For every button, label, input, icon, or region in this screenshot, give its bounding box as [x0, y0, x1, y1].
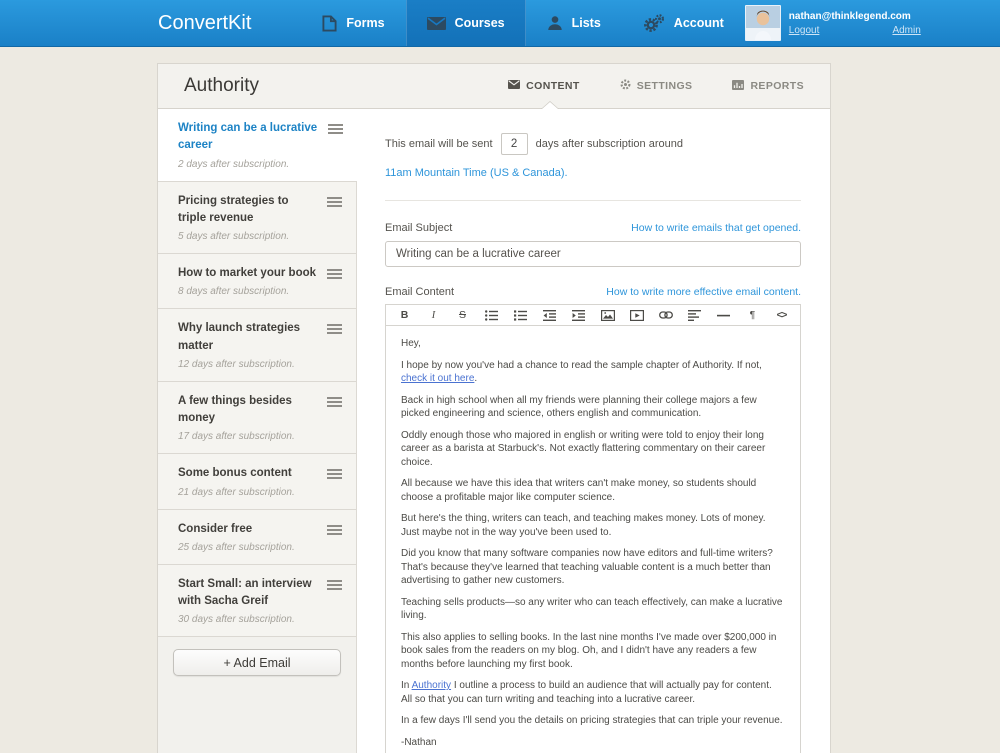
- schedule-row: [385, 133, 801, 155]
- email-subtitle: 2 days after subscription.: [178, 158, 290, 170]
- course-panel: [157, 63, 831, 753]
- code-icon[interactable]: <>: [776, 309, 787, 321]
- email-paragraph: In a few days I'll send you the details on pricing strategies that can triple your revenue.: [401, 715, 783, 726]
- drag-handle-icon[interactable]: [327, 469, 342, 481]
- email-list-item[interactable]: [158, 382, 356, 455]
- paragraph-icon[interactable]: ¶: [749, 309, 756, 321]
- drag-handle-icon[interactable]: [327, 269, 342, 281]
- email-list-item[interactable]: [158, 565, 356, 638]
- email-title: How to market your book: [178, 267, 317, 279]
- email-sidebar: [158, 109, 357, 753]
- schedule-text-prefix: This email will be sent: [385, 138, 493, 150]
- bold-icon[interactable]: B: [400, 309, 409, 321]
- logout-link[interactable]: Logout: [788, 24, 820, 36]
- unordered-list-icon[interactable]: [477, 308, 506, 322]
- email-subtitle: 17 days after subscription.: [178, 431, 295, 443]
- email-subtitle: 8 days after subscription.: [178, 286, 290, 298]
- email-title: Pricing strategies to triple revenue: [178, 194, 289, 224]
- email-paragraph: I hope by now you've had a chance to read the sample chapter of Authority. If not, check it out here.: [401, 359, 762, 384]
- video-icon[interactable]: [622, 308, 651, 322]
- tab-label: CONTENT: [526, 80, 580, 92]
- top-nav: [0, 0, 1000, 47]
- email-list-item[interactable]: [158, 454, 356, 509]
- tab-content[interactable]: [508, 64, 580, 108]
- nav-item-lists[interactable]: [526, 0, 622, 46]
- content-help-link[interactable]: How to write more effective email content.: [606, 286, 801, 298]
- email-title: Why launch strategies matter: [178, 322, 301, 352]
- email-list-item[interactable]: [158, 182, 356, 255]
- gear-icon: [620, 79, 631, 93]
- envelope-icon: [508, 80, 520, 92]
- body-link[interactable]: Authority: [411, 680, 452, 691]
- tab-label: REPORTS: [750, 80, 804, 92]
- add-email-button[interactable]: + Add Email: [173, 649, 341, 676]
- email-subtitle: 30 days after subscription.: [178, 614, 295, 626]
- gears-icon: [643, 14, 665, 33]
- email-paragraph: Back in high school when all my friends were planning their college majors a few picked engineering and science, others english and communication.: [401, 394, 757, 419]
- strikethrough-icon[interactable]: S: [458, 309, 466, 321]
- email-content-label: Email Content: [385, 286, 455, 298]
- email-list: [158, 109, 356, 637]
- user-info: [789, 11, 921, 36]
- email-subtitle: 12 days after subscription.: [178, 358, 295, 370]
- user-menu: [745, 0, 921, 46]
- content-field-row: [385, 286, 801, 298]
- nav-item-label: Forms: [346, 16, 385, 30]
- email-paragraph: In Authority I outline a process to build an audience that will actually pay for content. All so that you can turn writing and teaching into a lucrative career.: [401, 680, 772, 705]
- add-email-wrap: [158, 637, 356, 688]
- email-title: Start Small: an interview with Sacha Greif: [178, 577, 312, 607]
- main-nav: [301, 0, 744, 46]
- subject-help-link[interactable]: How to write emails that get opened.: [631, 222, 801, 234]
- email-title: Consider free: [178, 522, 253, 535]
- outdent-icon[interactable]: [535, 308, 564, 322]
- admin-link[interactable]: Admin: [892, 24, 921, 36]
- tab-settings[interactable]: [620, 64, 693, 108]
- nav-item-label: Courses: [454, 16, 505, 30]
- chart-icon: [732, 80, 744, 93]
- user-email: nathan@thinklegend.com: [788, 10, 911, 22]
- days-input[interactable]: [501, 133, 528, 155]
- ordered-list-icon[interactable]: [506, 308, 535, 322]
- email-list-item[interactable]: [158, 510, 356, 565]
- email-subtitle: 25 days after subscription.: [178, 541, 295, 553]
- email-paragraph: Teaching sells products—so any writer who can teach effectively, can make a lucrative living.: [401, 596, 783, 621]
- subject-input[interactable]: [385, 241, 801, 267]
- avatar[interactable]: [745, 5, 781, 41]
- email-paragraph: Hey,: [401, 338, 421, 349]
- body-link[interactable]: check it out here: [401, 373, 475, 384]
- horizontal-rule-icon[interactable]: [709, 308, 738, 322]
- email-paragraph: But here's the thing, writers can teach, and teaching makes money. Lots of money. Just maybe not in the way you've been used to.: [401, 513, 766, 538]
- person-icon: [547, 15, 563, 31]
- drag-handle-icon[interactable]: [327, 324, 342, 336]
- email-editor-pane: [357, 109, 830, 753]
- drag-handle-icon[interactable]: [327, 197, 342, 209]
- drag-handle-icon[interactable]: [328, 124, 343, 136]
- email-list-item[interactable]: [158, 109, 357, 182]
- email-title: Writing can be a lucrative career: [178, 122, 318, 152]
- subject-field-row: [385, 222, 801, 234]
- course-header: [158, 64, 830, 109]
- email-subtitle: 21 days after subscription.: [178, 486, 295, 498]
- app-logo[interactable]: ConvertKit: [158, 12, 252, 34]
- email-paragraph: Oddly enough those who majored in english or writing were told to enjoy their long career as a barista at Starbuck's. Not exactly flattering commentary on their career choice.: [401, 429, 766, 468]
- nav-item-label: Account: [673, 16, 724, 30]
- nav-item-label: Lists: [571, 16, 601, 30]
- email-paragraph: Did you know that many software companies now have editors and full-time writers? That's because they've learned that teaching valuable content is a much better than advertising to gather new customers.: [401, 548, 773, 586]
- document-icon: [322, 15, 337, 32]
- email-list-item[interactable]: [158, 254, 356, 309]
- page-title: Authority: [184, 75, 259, 96]
- nav-item-forms[interactable]: [301, 0, 405, 46]
- editor-body[interactable]: [385, 326, 801, 753]
- editor-toolbar: [385, 304, 801, 326]
- divider: [385, 200, 801, 201]
- email-paragraph: This also applies to selling books. In the last nine months I've made over $200,000 in book sales from the readers on my blog. Oh, and I didn't have any readers a few months before launching my first book.: [401, 631, 777, 670]
- drag-handle-icon[interactable]: [327, 525, 342, 537]
- email-paragraph: -Nathan: [401, 736, 437, 748]
- email-subject-label: Email Subject: [385, 222, 453, 234]
- email-subtitle: 5 days after subscription.: [178, 231, 290, 242]
- italic-icon[interactable]: I: [431, 309, 436, 321]
- envelope-icon: [427, 17, 446, 30]
- indent-icon[interactable]: [564, 308, 593, 322]
- nav-item-courses[interactable]: [406, 0, 526, 46]
- nav-item-account[interactable]: [622, 0, 745, 46]
- tab-reports[interactable]: [732, 64, 804, 108]
- email-title: A few things besides money: [178, 394, 292, 424]
- email-list-item[interactable]: [158, 309, 356, 382]
- time-link[interactable]: 11am Mountain Time (US & Canada).: [385, 167, 568, 179]
- align-left-icon[interactable]: [680, 308, 709, 322]
- schedule-text-suffix: days after subscription around: [535, 138, 683, 150]
- link-icon[interactable]: [651, 308, 680, 322]
- course-tabs: [508, 64, 804, 108]
- email-title: Some bonus content: [178, 467, 292, 480]
- drag-handle-icon[interactable]: [327, 397, 342, 409]
- email-paragraph: All because we have this idea that writers can't make money, so students should choose a profitable major like computer science.: [401, 478, 757, 503]
- tab-label: SETTINGS: [636, 80, 693, 92]
- image-icon[interactable]: [593, 308, 622, 322]
- drag-handle-icon[interactable]: [327, 580, 342, 592]
